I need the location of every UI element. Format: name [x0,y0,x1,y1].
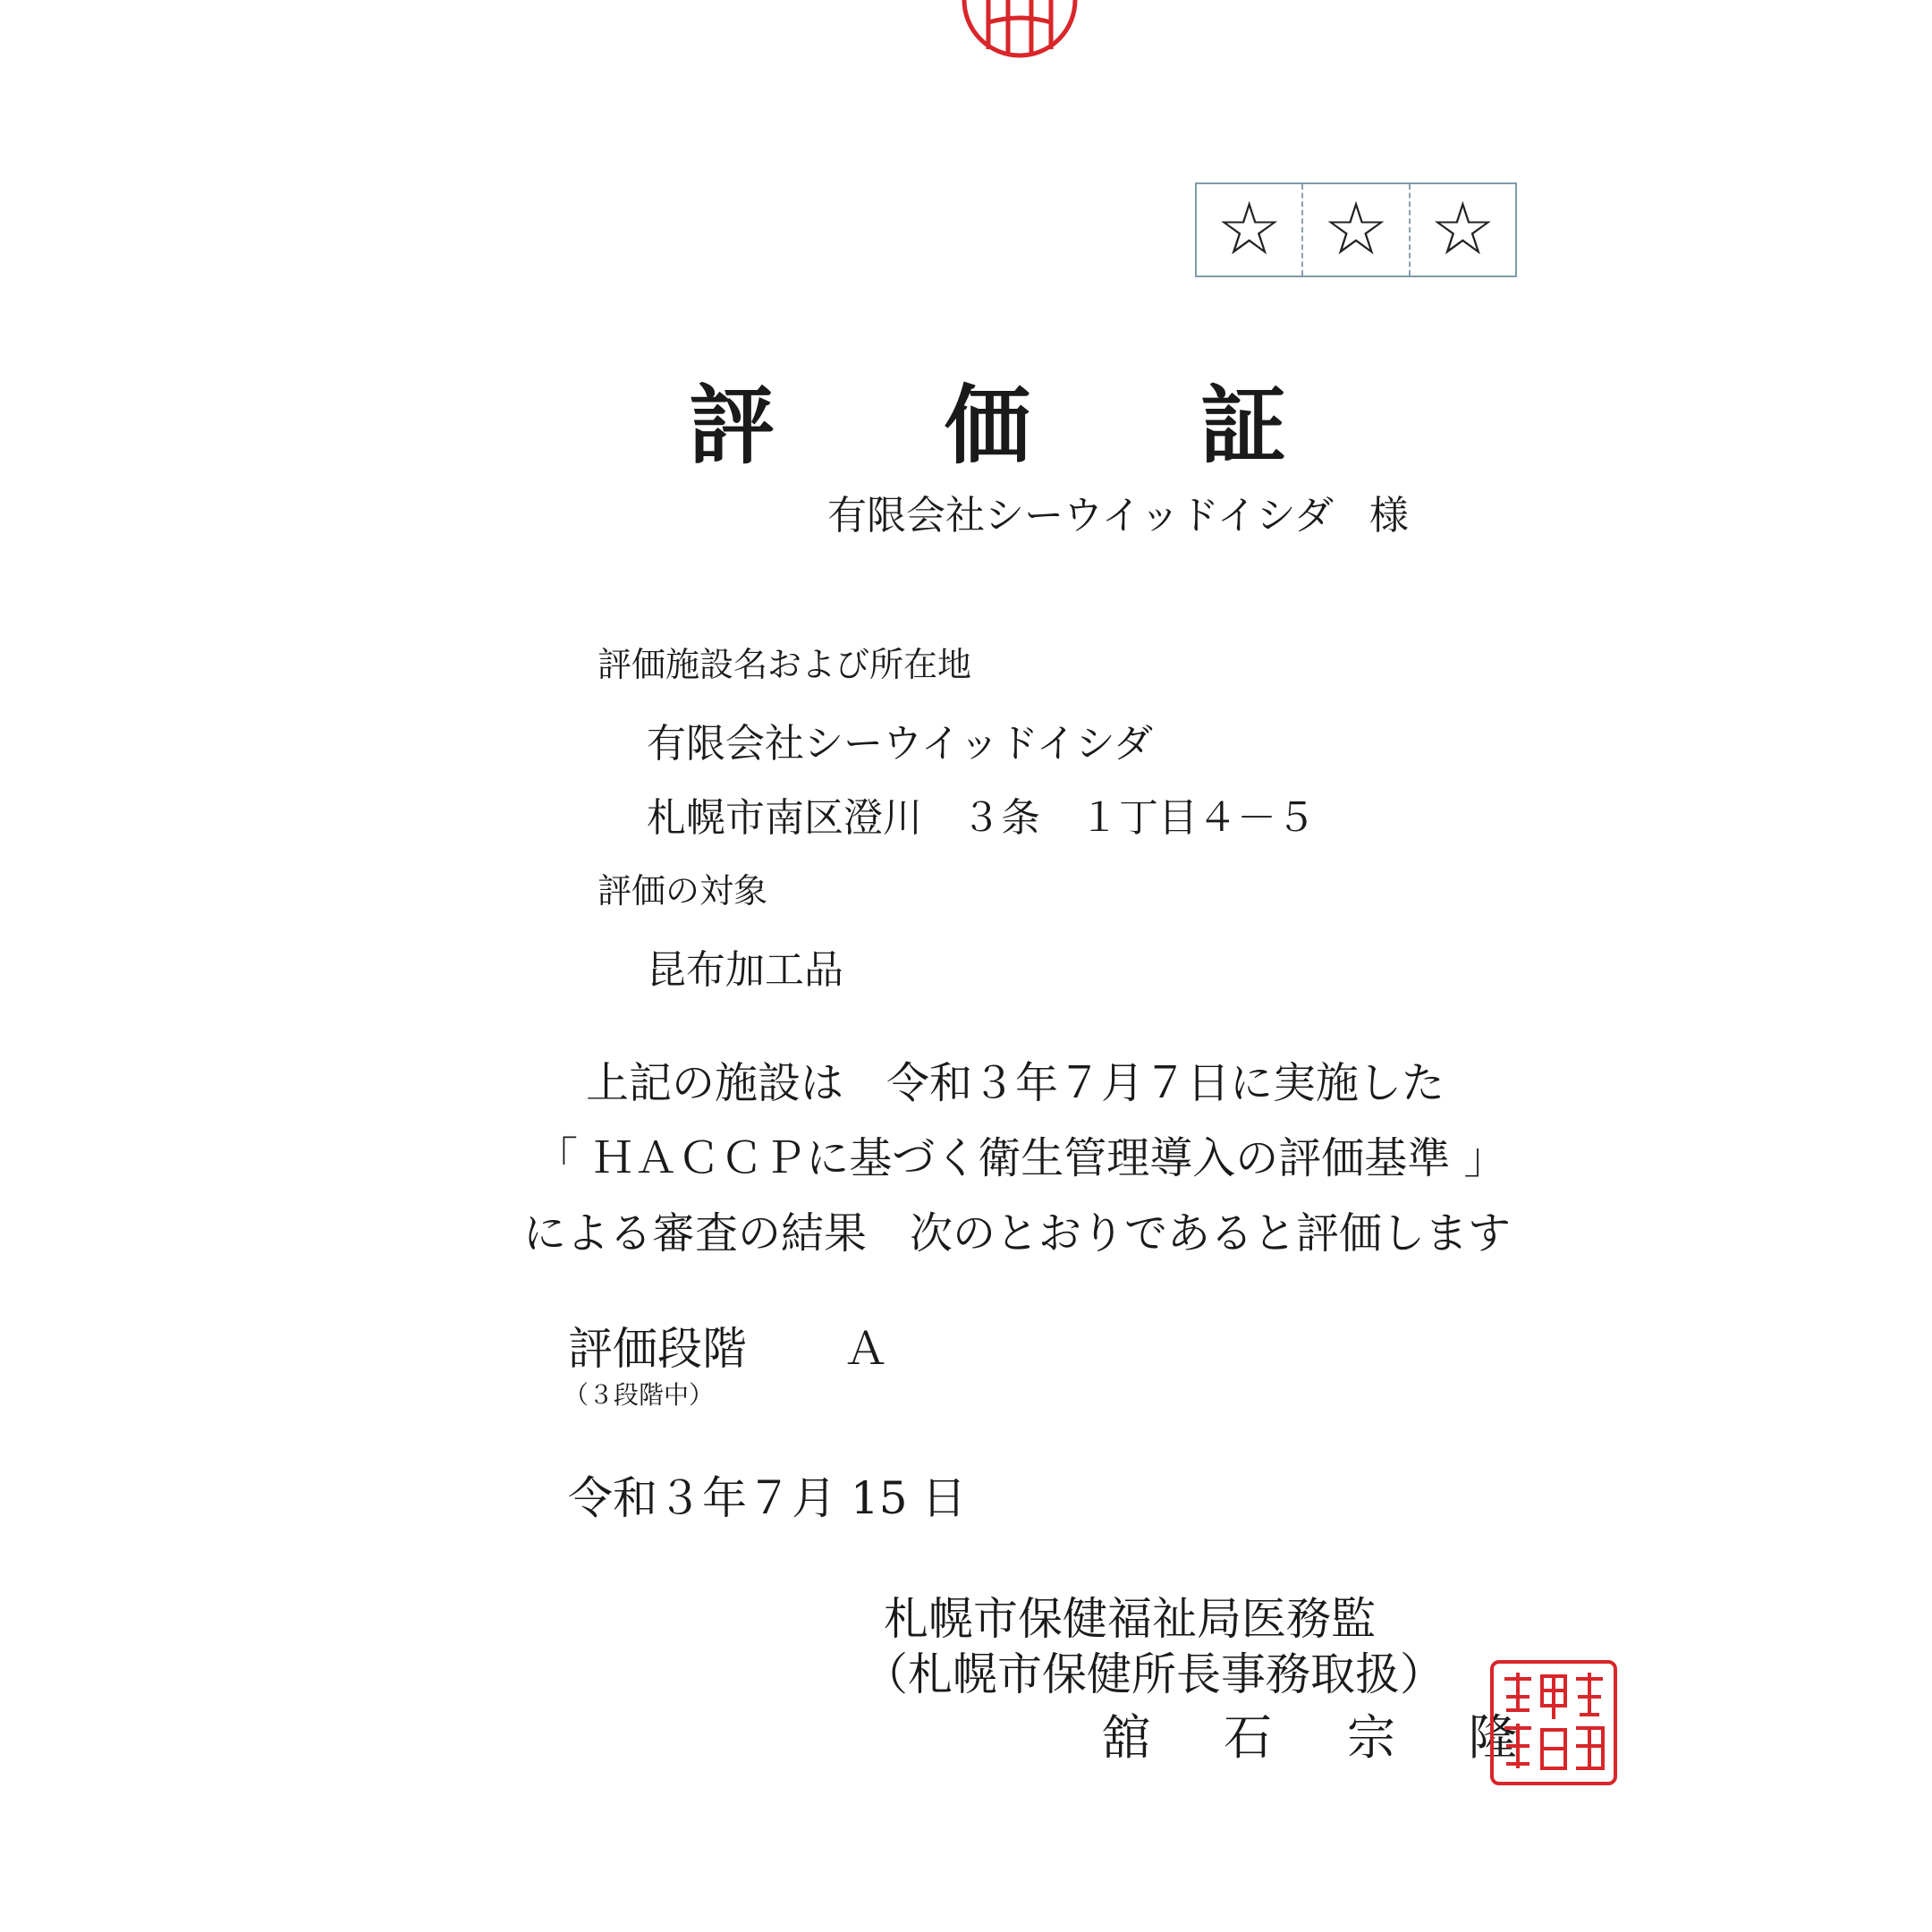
facility-name: 有限会社シーウイッドイシダ [647,721,1153,767]
recipient-honorific: 様 [1368,493,1409,538]
statement-line-2: 「 ＨＡＣＣＰに基づく衛生管理導入の評価基準 」 [535,1133,1507,1183]
issuer-title: 札幌市保健福祉局医務監 [884,1593,1376,1645]
target-value: 昆布加工品 [647,947,843,993]
star-icon: ☆ [1301,184,1408,275]
facility-label: 評価施設名および所在地 [597,645,972,684]
document-title: 評価証 [689,375,1456,476]
recipient [827,483,1409,540]
statement-line-1: 上記の施設は 令和３年７月７日に実施した [586,1058,1445,1108]
grade-value: Ａ [843,1323,888,1375]
official-seal-stamp [1487,1657,1621,1789]
statement-line-3: による審査の結果 次のとおりであると評価します [523,1208,1512,1258]
star-icon: ☆ [1216,187,1283,272]
issuer-given-name: 宗 隆 [1347,1709,1530,1766]
issuer-subtitle: （札幌市保健所長事務取扱） [863,1648,1445,1700]
grade-note: （３段階中） [564,1380,715,1410]
grade-label: 評価段階 [568,1323,747,1375]
issuer-name [1102,1699,1530,1768]
issue-date: 令和３年７月 15 日 [568,1472,967,1524]
recipient-name: 有限会社シーウイッドイシダ [827,493,1334,538]
top-seal-stamp [953,0,1087,67]
issuer-surname: 舘 石 [1102,1709,1284,1766]
star-icon: ☆ [1409,184,1515,275]
facility-address: 札幌市南区澄川 ３条 １丁目４－５ [647,795,1316,841]
target-label: 評価の対象 [597,871,768,911]
rating-star-box [1195,182,1517,277]
